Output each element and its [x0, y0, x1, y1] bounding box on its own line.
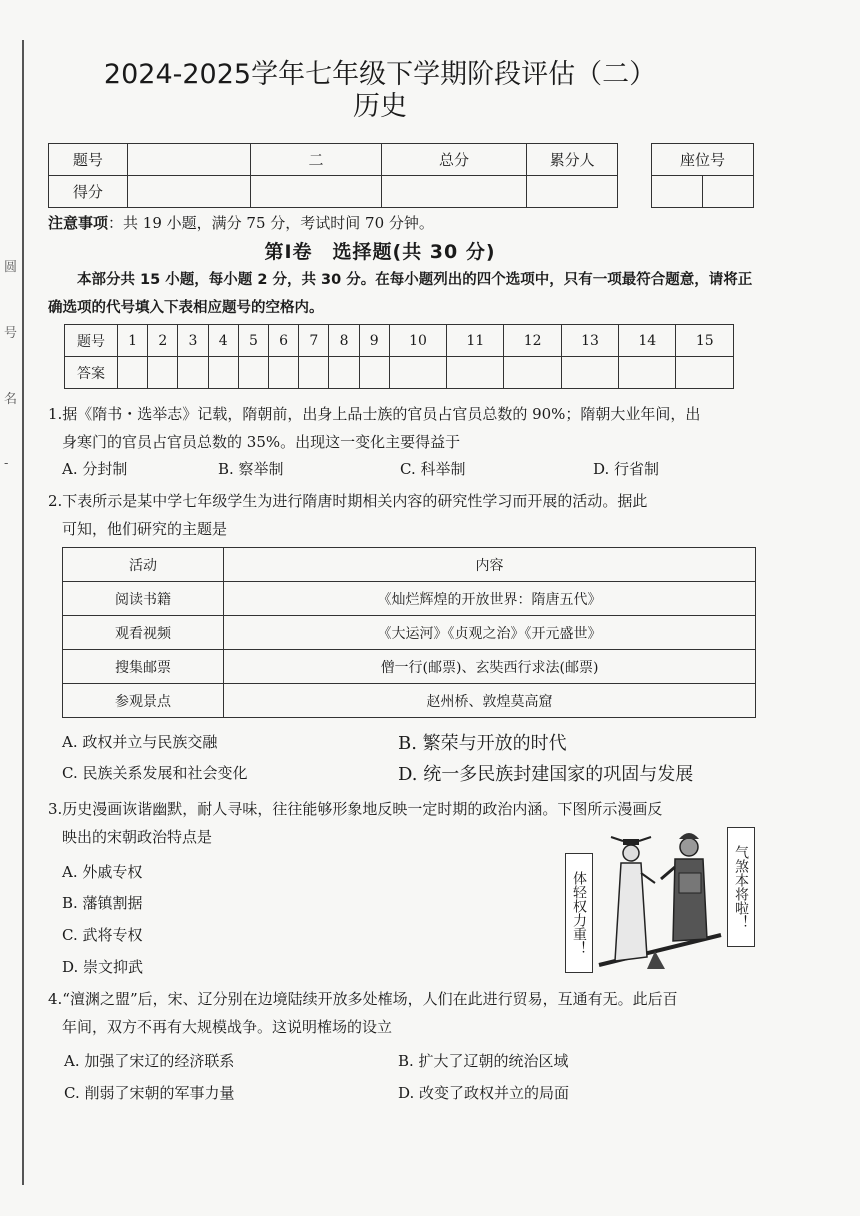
notice-label: 注意事项 — [48, 214, 109, 232]
question-number-cell: 15 — [676, 325, 734, 357]
content-cell: 赵州桥、敦煌莫高窟 — [224, 684, 756, 718]
q1-option-b[interactable]: B. 察举制 — [218, 460, 284, 478]
question-number-cell: 2 — [148, 325, 178, 357]
subject-title: 历史 — [353, 91, 407, 122]
answer-label: 答案 — [65, 357, 118, 389]
margin-mark: 号 — [4, 326, 18, 341]
score-table — [48, 143, 618, 208]
answer-input-cell[interactable] — [118, 357, 148, 389]
activity-header: 活动 — [63, 548, 224, 582]
q3-stem-line: 映出的宋朝政治特点是 — [62, 828, 213, 846]
seat-input-cell[interactable] — [702, 176, 753, 208]
q4-option-b[interactable]: B. 扩大了辽朝的统治区域 — [398, 1052, 569, 1070]
q1-stem-line: 身寒门的官员占官员总数的 35%。出现这一变化主要得益于 — [62, 433, 461, 451]
answer-table — [64, 324, 734, 389]
q1-option-a[interactable]: A. 分封制 — [62, 460, 128, 478]
notice — [48, 212, 434, 233]
table-row — [63, 616, 756, 650]
activity-cell: 观看视频 — [63, 616, 224, 650]
speech-bubble-left: 体轻权力重！ — [565, 853, 593, 973]
answer-row-label: 题号 — [65, 325, 118, 357]
q3-stem-line: 3.历史漫画诙谐幽默，耐人寻味，往往能够形象地反映一定时期的政治内涵。下图所示漫画反 — [48, 800, 663, 818]
margin-mark: - — [4, 456, 9, 471]
score-header-cell: 题号 — [49, 144, 128, 176]
q3-option-b[interactable]: B. 藩镇割据 — [62, 894, 143, 912]
q4-option-c[interactable]: C. 削弱了宋朝的军事力量 — [64, 1084, 235, 1102]
q3-option-a[interactable]: A. 外戚专权 — [62, 863, 143, 881]
answer-input-cell[interactable] — [238, 357, 268, 389]
activity-cell: 阅读书籍 — [63, 582, 224, 616]
question-number-cell: 7 — [299, 325, 329, 357]
table-row — [63, 650, 756, 684]
score-header-cell: 总分 — [381, 144, 526, 176]
activity-cell: 参观景点 — [63, 684, 224, 718]
content-cell: 僧一行(邮票)、玄奘西行求法(邮票) — [224, 650, 756, 684]
answer-input-cell[interactable] — [299, 357, 329, 389]
score-input-cell[interactable] — [127, 176, 251, 208]
q3-option-d[interactable]: D. 崇文抑武 — [62, 958, 144, 976]
score-header-cell: 累分人 — [527, 144, 618, 176]
seat-table — [651, 143, 754, 208]
answer-input-cell[interactable] — [269, 357, 299, 389]
seat-input-cell[interactable] — [652, 176, 703, 208]
q3-option-c[interactable]: C. 武将专权 — [62, 926, 143, 944]
q2-option-a[interactable]: A. 政权并立与民族交融 — [62, 733, 218, 751]
activity-header: 内容 — [224, 548, 756, 582]
answer-input-cell[interactable] — [208, 357, 238, 389]
margin-mark: 圆 — [4, 260, 18, 275]
q4-stem-line: 年间，双方不再有大规模战争。这说明榷场的设立 — [62, 1018, 393, 1036]
answer-input-cell[interactable] — [329, 357, 359, 389]
q1-option-c[interactable]: C. 科举制 — [400, 460, 466, 478]
section-intro: 本部分共 15 小题，每小题 2 分，共 30 分。在每小题列出的四个选项中，只有一项最符合题意，请将正确选项的代号填入下表相应题号的空格内。 — [48, 272, 753, 316]
q4-stem-line: 4.“澶渊之盟”后，宋、辽分别在边境陆续开放多处榷场，人们在此进行贸易，互通有无。此后百 — [48, 990, 678, 1008]
activity-table — [62, 547, 756, 718]
question-number-cell: 8 — [329, 325, 359, 357]
seat-label: 座位号 — [652, 144, 754, 176]
question-number-cell: 3 — [178, 325, 208, 357]
answer-input-cell[interactable] — [359, 357, 389, 389]
activity-cell: 搜集邮票 — [63, 650, 224, 684]
question-number-cell: 4 — [208, 325, 238, 357]
speech-bubble-right: 气煞本将啦！ — [727, 827, 755, 947]
question-number-cell: 1 — [118, 325, 148, 357]
q4-option-a[interactable]: A. 加强了宋辽的经济联系 — [64, 1052, 235, 1070]
q1-stem-line: 1.据《隋书・选举志》记载，隋朝前，出身上品士族的官员占官员总数的 90%；隋朝大业年间，出 — [48, 405, 701, 423]
q2-stem — [48, 487, 778, 543]
answer-input-cell[interactable] — [619, 357, 676, 389]
content-cell: 《大运河》《贞观之治》《开元盛世》 — [224, 616, 756, 650]
question-number-cell: 12 — [504, 325, 561, 357]
notice-text: ：共 19 小题，满分 75 分，考试时间 70 分钟。 — [108, 214, 434, 232]
binding-line — [22, 40, 24, 1185]
content-cell: 《灿烂辉煌的开放世界：隋唐五代》 — [224, 582, 756, 616]
question-number-cell: 13 — [561, 325, 618, 357]
section-title: 第Ⅰ卷 选择题(共 30 分) — [264, 241, 496, 263]
table-row — [63, 582, 756, 616]
question-number-cell: 9 — [359, 325, 389, 357]
answer-input-cell[interactable] — [447, 357, 504, 389]
answer-input-cell[interactable] — [561, 357, 618, 389]
score-header-cell — [127, 144, 251, 176]
cartoon-figures-icon — [593, 823, 725, 978]
score-row-label: 得分 — [49, 176, 128, 208]
answer-input-cell[interactable] — [504, 357, 561, 389]
question-number-cell: 5 — [238, 325, 268, 357]
q2-stem-line: 可知，他们研究的主题是 — [62, 520, 228, 538]
q2-stem-line: 2.下表所示是某中学七年级学生为进行隋唐时期相关内容的研究性学习而开展的活动。据此 — [48, 492, 648, 510]
margin-mark: 名 — [4, 392, 18, 407]
score-input-cell[interactable] — [381, 176, 526, 208]
score-header-cell: 二 — [251, 144, 382, 176]
answer-input-cell[interactable] — [148, 357, 178, 389]
political-cartoon — [565, 823, 755, 978]
q1-stem — [48, 400, 778, 456]
question-number-cell: 14 — [619, 325, 676, 357]
question-number-cell: 11 — [447, 325, 504, 357]
q4-stem — [48, 985, 778, 1041]
q4-option-d[interactable]: D. 改变了政权并立的局面 — [398, 1084, 570, 1102]
question-number-cell: 6 — [269, 325, 299, 357]
score-input-cell[interactable] — [251, 176, 382, 208]
answer-input-cell[interactable] — [389, 357, 446, 389]
answer-input-cell[interactable] — [676, 357, 734, 389]
question-number-cell: 10 — [389, 325, 446, 357]
score-input-cell[interactable] — [527, 176, 618, 208]
q2-option-c[interactable]: C. 民族关系发展和社会变化 — [62, 764, 248, 782]
exam-title: 2024-2025学年七年级下学期阶段评估（二） — [103, 59, 657, 90]
q2-option-d[interactable]: D. 统一多民族封建国家的巩固与发展 — [398, 764, 694, 785]
q1-option-d[interactable]: D. 行省制 — [593, 460, 660, 478]
table-row — [63, 684, 756, 718]
q2-option-b[interactable]: B. 繁荣与开放的时代 — [398, 733, 567, 754]
answer-input-cell[interactable] — [178, 357, 208, 389]
